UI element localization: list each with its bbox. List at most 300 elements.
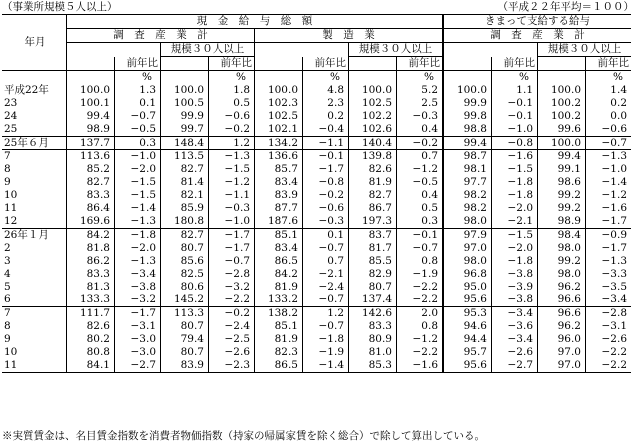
row-label: 11 <box>2 359 67 372</box>
change-cell: −1.2 <box>209 176 255 189</box>
index-cell: 100.0 <box>538 136 586 150</box>
index-cell: 99.4 <box>443 136 492 150</box>
change-cell: −1.4 <box>115 202 161 215</box>
change-cell: −1.5 <box>115 176 161 189</box>
index-cell: 113.6 <box>67 150 115 163</box>
index-cell: 98.0 <box>443 215 492 228</box>
index-cell: 84.2 <box>67 228 115 241</box>
change-cell: −2.0 <box>115 242 161 255</box>
change-cell: 0.3 <box>397 215 444 228</box>
change-cell: 0.2 <box>586 97 632 110</box>
change-cell: −1.3 <box>586 255 632 268</box>
change-cell: −1.8 <box>492 176 538 189</box>
index-cell: 85.6 <box>161 255 209 268</box>
index-cell: 98.9 <box>538 215 586 228</box>
table-row <box>2 242 631 255</box>
index-cell: 100.2 <box>538 110 586 123</box>
change-cell: −1.7 <box>209 228 255 241</box>
row-label: 9 <box>2 333 67 346</box>
change-cell: −2.5 <box>209 333 255 346</box>
change-cell: −1.2 <box>397 333 444 346</box>
index-cell: 81.9 <box>349 176 397 189</box>
change-cell: −1.3 <box>115 255 161 268</box>
change-cell: −1.1 <box>303 136 349 150</box>
index-cell: 99.9 <box>443 97 492 110</box>
change-cell: 0.8 <box>397 255 444 268</box>
index-cell: 82.7 <box>86 176 110 189</box>
row-label: 10 <box>2 346 67 359</box>
change-cell: −2.1 <box>492 215 538 228</box>
percent-unit: % <box>303 71 349 84</box>
change-cell: −1.8 <box>492 255 538 268</box>
change-cell: −0.5 <box>397 176 444 189</box>
index-cell: 96.0 <box>538 333 586 346</box>
change-cell: −3.8 <box>492 268 538 281</box>
index-cell: 100.0 <box>161 84 209 97</box>
change-cell: −2.0 <box>492 242 538 255</box>
index-cell: 98.1 <box>443 163 492 176</box>
change-cell: 0.1 <box>303 228 349 241</box>
index-cell: 97.9 <box>443 228 492 241</box>
index-cell: 98.6 <box>538 176 586 189</box>
change-cell: −0.9 <box>586 228 632 241</box>
change-cell: −3.9 <box>492 281 538 294</box>
index-cell: 97.0 <box>538 359 586 372</box>
footnote: ※実質賃金は、名目賃金指数を消費者物価指数（持家の帰属家賃を除く総合）で除して算出している。 <box>2 430 485 442</box>
change-header: 前年比 <box>397 57 444 71</box>
index-cell: 100.0 <box>79 83 110 96</box>
index-cell: 98.2 <box>443 202 492 215</box>
change-cell: −1.5 <box>115 189 161 202</box>
change-cell: −0.1 <box>397 228 444 241</box>
row-label: 7 <box>2 150 67 163</box>
change-cell: −0.7 <box>303 293 349 306</box>
change-cell: 2.3 <box>303 97 349 110</box>
change-cell: −3.5 <box>586 281 632 294</box>
index-cell: 97.0 <box>443 242 492 255</box>
row-label: 2 <box>2 242 67 255</box>
index-cell: 98.0 <box>443 255 492 268</box>
index-cell: 133.3 <box>79 293 110 306</box>
index-cell: 83.9 <box>255 189 303 202</box>
change-cell: −1.7 <box>303 163 349 176</box>
row-label: 26年１月 <box>2 228 67 241</box>
index-cell: 95.3 <box>443 307 492 320</box>
scheduled-earnings-header: きまって支給する給与 <box>443 15 631 29</box>
index-cell: 95.7 <box>443 346 492 359</box>
change-cell: −0.2 <box>209 307 255 320</box>
index-cell: 83.3 <box>349 320 397 333</box>
index-cell: 136.6 <box>255 150 303 163</box>
index-cell: 81.9 <box>255 333 303 346</box>
change-cell: −2.2 <box>209 293 255 306</box>
index-cell: 80.7 <box>161 242 209 255</box>
change-cell: −3.8 <box>115 281 161 294</box>
change-cell: −0.7 <box>397 242 444 255</box>
index-cell: 86.2 <box>86 254 110 267</box>
change-header: 前年比 <box>586 57 632 71</box>
change-cell: 1.8 <box>209 84 255 97</box>
index-cell: 100.0 <box>255 84 303 97</box>
change-cell: −2.2 <box>397 281 444 294</box>
change-cell: 0.3 <box>115 136 161 150</box>
index-cell: 197.3 <box>349 215 397 228</box>
change-cell: 2.5 <box>397 97 444 110</box>
index-cell: 83.4 <box>255 242 303 255</box>
change-cell: 0.4 <box>397 189 444 202</box>
row-label: 9 <box>2 176 67 189</box>
change-cell: −0.6 <box>586 123 632 136</box>
table-row <box>2 320 631 333</box>
row-label: 5 <box>2 281 67 294</box>
change-cell: −2.0 <box>492 202 538 215</box>
index-cell: 85.9 <box>161 202 209 215</box>
index-cell: 80.6 <box>161 281 209 294</box>
index-cell: 83.7 <box>349 228 397 241</box>
change-cell: −1.7 <box>586 242 632 255</box>
index-cell: 100.0 <box>538 84 586 97</box>
index-cell: 85.2 <box>86 163 110 176</box>
index-cell: 96.6 <box>538 293 586 306</box>
row-label: 10 <box>2 189 67 202</box>
index-cell: 145.2 <box>161 293 209 306</box>
change-cell: −2.7 <box>115 359 161 372</box>
change-cell: −0.8 <box>303 176 349 189</box>
row-label: 8 <box>2 163 67 176</box>
percent-unit: % <box>397 71 444 84</box>
index-cell: 142.6 <box>349 307 397 320</box>
index-cell: 80.7 <box>349 281 397 294</box>
index-cell: 102.6 <box>349 123 397 136</box>
change-cell: −2.6 <box>209 346 255 359</box>
change-cell: −2.8 <box>586 307 632 320</box>
change-cell: −2.2 <box>586 346 632 359</box>
change-cell: −3.0 <box>115 346 161 359</box>
change-cell: −3.4 <box>492 333 538 346</box>
table-row <box>2 163 631 176</box>
change-header: 前年比 <box>115 57 161 71</box>
change-cell: 1.4 <box>586 84 632 97</box>
change-cell: −2.4 <box>303 281 349 294</box>
change-cell: −2.1 <box>303 268 349 281</box>
change-cell: −1.4 <box>586 176 632 189</box>
row-label: 24 <box>2 110 67 123</box>
index-cell: 87.7 <box>255 202 303 215</box>
cash-all-industries-header: 調 査 産 業 計 <box>67 29 255 43</box>
index-cell: 94.4 <box>443 333 492 346</box>
change-cell: −3.1 <box>115 320 161 333</box>
row-label: 23 <box>2 97 67 110</box>
change-cell: −0.7 <box>115 110 161 123</box>
change-cell: −1.1 <box>209 189 255 202</box>
index-cell: 102.2 <box>349 110 397 123</box>
change-cell: −3.4 <box>492 307 538 320</box>
change-cell: −1.6 <box>492 150 538 163</box>
change-cell: −3.6 <box>492 320 538 333</box>
row-label: 8 <box>2 320 67 333</box>
table-row <box>2 202 631 215</box>
change-cell: −1.5 <box>492 163 538 176</box>
change-cell: −0.8 <box>492 136 538 150</box>
index-cell: 82.7 <box>161 163 209 176</box>
change-cell: −0.6 <box>209 110 255 123</box>
index-cell: 81.7 <box>349 242 397 255</box>
index-cell: 102.1 <box>255 123 303 136</box>
percent-unit: % <box>209 71 255 84</box>
index-cell: 81.8 <box>86 241 110 254</box>
change-cell: −0.6 <box>303 202 349 215</box>
index-cell: 86.5 <box>255 359 303 372</box>
cash-scale30-header: 規模３０人以上 <box>161 43 255 57</box>
index-cell: 96.8 <box>443 268 492 281</box>
table-row <box>2 189 631 202</box>
index-cell: 80.8 <box>86 346 110 359</box>
base-year-note: （平成２２年平均＝１００） <box>497 1 634 13</box>
table-row <box>2 346 631 359</box>
index-cell: 80.9 <box>349 333 397 346</box>
index-cell: 137.7 <box>67 136 115 150</box>
table-row <box>2 359 631 372</box>
change-cell: −1.2 <box>586 189 632 202</box>
index-cell: 99.4 <box>86 109 110 122</box>
change-cell: −1.3 <box>209 150 255 163</box>
index-cell: 102.5 <box>349 97 397 110</box>
index-cell: 96.6 <box>538 307 586 320</box>
index-cell: 80.2 <box>86 333 110 346</box>
index-cell: 148.4 <box>161 136 209 150</box>
row-label: 11 <box>2 202 67 215</box>
change-cell: −1.7 <box>115 307 161 320</box>
row-label: 7 <box>2 307 67 320</box>
table-row <box>2 97 631 110</box>
index-cell: 99.2 <box>538 255 586 268</box>
index-cell: 98.7 <box>443 150 492 163</box>
index-cell: 99.1 <box>538 163 586 176</box>
change-cell: −0.1 <box>492 110 538 123</box>
change-cell: −0.2 <box>397 136 444 150</box>
change-cell: −1.9 <box>397 268 444 281</box>
table-row <box>2 176 631 189</box>
index-cell: 100.0 <box>349 84 397 97</box>
row-label: 25年６月 <box>2 136 67 150</box>
change-cell: −0.3 <box>303 215 349 228</box>
change-cell: −2.6 <box>492 346 538 359</box>
change-cell: −3.1 <box>586 320 632 333</box>
change-cell: −1.0 <box>586 163 632 176</box>
index-cell: 85.7 <box>255 163 303 176</box>
change-cell: −3.4 <box>115 268 161 281</box>
index-cell: 99.4 <box>538 150 586 163</box>
index-cell: 98.0 <box>538 242 586 255</box>
change-header: 前年比 <box>303 57 349 71</box>
change-cell: −2.2 <box>397 293 444 306</box>
percent-unit: % <box>586 71 632 84</box>
index-cell: 97.7 <box>443 176 492 189</box>
table-row <box>2 150 631 163</box>
table-row <box>2 281 631 294</box>
index-cell: 83.4 <box>255 176 303 189</box>
index-cell: 81.0 <box>349 346 397 359</box>
change-cell: −0.7 <box>586 136 632 150</box>
change-cell: −2.3 <box>209 359 255 372</box>
row-label: 12 <box>2 215 67 228</box>
index-cell: 85.1 <box>255 320 303 333</box>
index-cell: 95.6 <box>443 293 492 306</box>
index-cell: 111.7 <box>67 307 115 320</box>
change-cell: −1.7 <box>586 215 632 228</box>
change-cell: 4.8 <box>303 84 349 97</box>
change-cell: −0.3 <box>397 110 444 123</box>
index-cell: 84.2 <box>255 268 303 281</box>
index-cell: 86.5 <box>255 255 303 268</box>
change-cell: −1.8 <box>303 333 349 346</box>
index-cell: 85.3 <box>349 359 397 372</box>
change-cell: −3.2 <box>209 281 255 294</box>
table-row <box>2 268 631 281</box>
table-row <box>2 215 631 228</box>
table-row <box>2 110 631 123</box>
index-cell: 82.3 <box>255 346 303 359</box>
fixed-all-industries-header: 調 査 産 業 計 <box>443 29 631 43</box>
wage-index-table <box>2 14 631 373</box>
index-cell: 100.5 <box>161 97 209 110</box>
index-cell: 99.2 <box>538 189 586 202</box>
index-cell: 84.1 <box>86 358 110 371</box>
change-cell: −1.7 <box>209 242 255 255</box>
index-cell: 99.8 <box>443 110 492 123</box>
change-header: 前年比 <box>492 57 538 71</box>
table-row <box>2 228 631 241</box>
change-cell: −1.9 <box>303 346 349 359</box>
index-cell: 85.5 <box>349 255 397 268</box>
change-cell: −2.7 <box>492 359 538 372</box>
change-cell: −3.3 <box>586 268 632 281</box>
change-cell: 0.8 <box>397 320 444 333</box>
index-cell: 96.2 <box>538 320 586 333</box>
change-cell: −2.4 <box>209 320 255 333</box>
index-cell: 82.7 <box>349 189 397 202</box>
row-label: 25 <box>2 123 67 136</box>
index-cell: 83.3 <box>86 267 110 280</box>
change-cell: 1.2 <box>303 307 349 320</box>
scale-note: （事業所規模５人以上） <box>2 1 118 13</box>
change-cell: −1.0 <box>492 123 538 136</box>
change-cell: −0.4 <box>303 123 349 136</box>
percent-unit: % <box>492 71 538 84</box>
change-cell: −1.3 <box>586 150 632 163</box>
change-cell: −0.7 <box>209 255 255 268</box>
change-cell: 1.3 <box>115 84 161 97</box>
change-cell: −1.6 <box>397 359 444 372</box>
index-cell: 97.0 <box>538 346 586 359</box>
index-cell: 99.7 <box>161 123 209 136</box>
row-label: 4 <box>2 268 67 281</box>
index-cell: 85.1 <box>255 228 303 241</box>
change-cell: 1.2 <box>209 136 255 150</box>
index-cell: 95.6 <box>443 359 492 372</box>
table-row <box>2 123 631 136</box>
index-cell: 79.4 <box>161 333 209 346</box>
change-cell: −1.5 <box>209 163 255 176</box>
change-cell: −0.7 <box>303 242 349 255</box>
row-label: 平成22年 <box>2 84 67 97</box>
index-cell: 98.4 <box>538 228 586 241</box>
index-cell: 102.3 <box>255 97 303 110</box>
index-cell: 95.0 <box>443 281 492 294</box>
index-cell: 83.9 <box>161 359 209 372</box>
change-cell: 0.7 <box>303 255 349 268</box>
percent-unit: % <box>115 71 161 84</box>
index-cell: 113.5 <box>161 150 209 163</box>
change-cell: 1.1 <box>492 84 538 97</box>
index-cell: 94.6 <box>443 320 492 333</box>
change-cell: −1.8 <box>492 189 538 202</box>
index-cell: 81.4 <box>161 176 209 189</box>
index-cell: 82.7 <box>161 228 209 241</box>
change-cell: −2.6 <box>586 333 632 346</box>
index-cell: 138.2 <box>255 307 303 320</box>
index-cell: 86.4 <box>86 202 110 215</box>
index-cell: 82.6 <box>86 320 110 333</box>
index-cell: 81.3 <box>86 280 110 293</box>
change-cell: −2.2 <box>397 346 444 359</box>
index-cell: 100.0 <box>443 84 492 97</box>
index-cell: 86.7 <box>349 202 397 215</box>
change-cell: −3.8 <box>492 293 538 306</box>
index-cell: 99.9 <box>161 110 209 123</box>
cash-earnings-header: 現 金 給 与 総 額 <box>67 15 444 29</box>
change-cell: −1.0 <box>209 215 255 228</box>
table-row <box>2 307 631 320</box>
change-cell: −0.2 <box>209 123 255 136</box>
change-cell: 0.5 <box>397 202 444 215</box>
index-cell: 100.2 <box>538 97 586 110</box>
change-cell: −3.2 <box>115 293 161 306</box>
index-cell: 81.9 <box>255 281 303 294</box>
index-cell: 83.3 <box>86 189 110 202</box>
row-label: 6 <box>2 293 67 306</box>
index-cell: 134.2 <box>255 136 303 150</box>
table-body <box>2 84 631 372</box>
index-cell: 100.1 <box>79 96 110 109</box>
index-cell: 98.2 <box>443 189 492 202</box>
index-cell: 180.8 <box>161 215 209 228</box>
change-cell: −2.0 <box>115 163 161 176</box>
change-cell: −1.6 <box>586 202 632 215</box>
index-cell: 98.8 <box>443 123 492 136</box>
table-row <box>2 84 631 97</box>
change-cell: 0.4 <box>397 123 444 136</box>
index-cell: 98.9 <box>86 122 110 135</box>
change-cell: −0.1 <box>303 150 349 163</box>
index-cell: 99.6 <box>538 123 586 136</box>
index-cell: 140.4 <box>349 136 397 150</box>
index-cell: 82.5 <box>161 268 209 281</box>
change-cell: −3.0 <box>115 333 161 346</box>
change-cell: 2.0 <box>397 307 444 320</box>
index-cell: 102.5 <box>255 110 303 123</box>
change-cell: −1.8 <box>115 228 161 241</box>
change-cell: 0.7 <box>397 150 444 163</box>
change-cell: −1.2 <box>397 163 444 176</box>
change-cell: 0.0 <box>586 110 632 123</box>
table-row <box>2 255 631 268</box>
change-cell: −0.5 <box>115 123 161 136</box>
table-row <box>2 293 631 306</box>
change-cell: −0.7 <box>303 320 349 333</box>
index-cell: 80.7 <box>161 320 209 333</box>
index-cell: 113.3 <box>161 307 209 320</box>
